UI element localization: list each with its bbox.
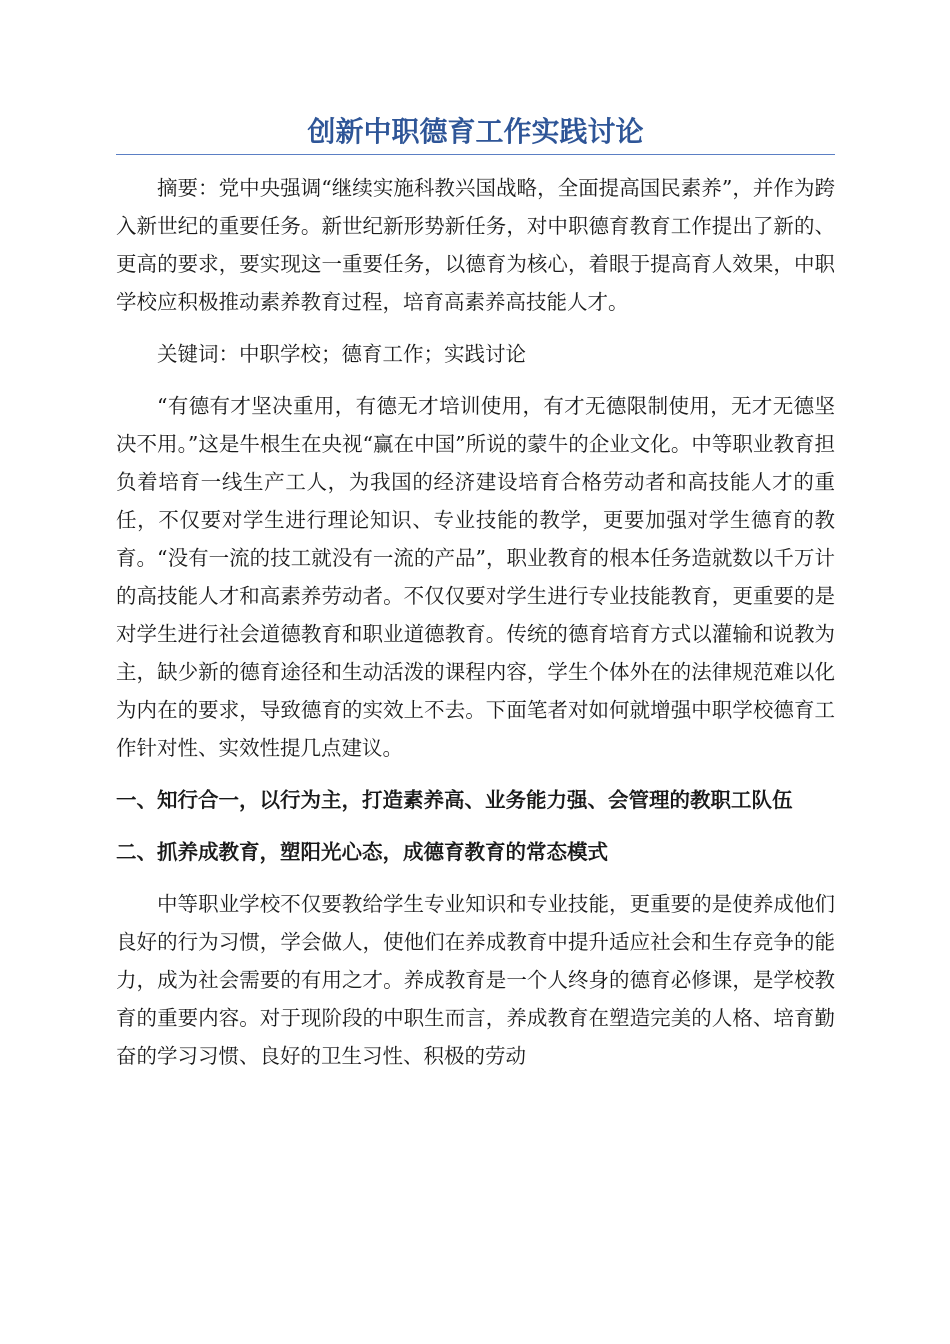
abstract-text: 党中央强调“继续实施科教兴国战略，全面提高国民素养”，并作为跨入新世纪的重要任务。新世纪新形势新任务，对中职德育教育工作提出了新的、更高的要求，要实现这一重要任务，以德育为核心，着眼于提高育人效果，中职学校应积极推动素养教育过程，培育高素养高技能人才。 [116, 176, 835, 314]
document-title: 创新中职德育工作实践讨论 [307, 115, 644, 148]
document-page [116, 110, 835, 1089]
keywords-label: 关键词： [157, 342, 239, 366]
keyword-item: 中职学校 [239, 342, 321, 366]
intro-paragraph: “有德有才坚决重用，有德无才培训使用，有才无德限制使用，无才无德坚决不用。”这是牛根生在央视“赢在中国”所说的蒙牛的企业文化。中等职业教育担负着培育一线生产工人，为我国的经济建设培育合格劳动者和高技能人才的重任，不仅要对学生进行理论知识、专业技能的教学，更要加强对学生德育的教育。“没有一流的技工就没有一流的产品”，职业教育的根本任务造就数以千万计的高技能人才和高素养劳动者。不仅仅要对学生进行专业技能教育，更重要的是对学生进行社会道德教育和职业道德教育。传统的德育培育方式以灌输和说教为主，缺少新的德育途径和生动活泼的课程内容，学生个体外在的法律规范难以化为内在的要求，导致德育的实效上不去。下面笔者对如何就增强中职学校德育工作针对性、实效性提几点建议。 [116, 394, 835, 760]
section2-paragraph: 中等职业学校不仅要教给学生专业知识和专业技能，更重要的是使养成他们良好的行为习惯，学会做人，使他们在养成教育中提升适应社会和生存竞争的能力，成为社会需要的有用之才。养成教育是一个人终身的德育必修课，是学校教育的重要内容。对于现阶段的中职生而言，养成教育在塑造完美的人格、培育勤奋的学习习惯、良好的卫生习性、积极的劳动 [116, 892, 835, 1068]
keyword-item: 德育工作 [341, 342, 424, 366]
title-underline [116, 154, 835, 155]
keyword-item: 实践讨论 [444, 342, 526, 366]
keywords-paragraph [116, 335, 835, 373]
abstract-paragraph [116, 169, 835, 321]
abstract-label: 摘要： [157, 176, 219, 200]
keyword-separator: ； [423, 342, 444, 366]
section1-heading: 一、知行合一，以行为主，打造素养高、业务能力强、会管理的教职工队伍 [116, 788, 793, 812]
section2-heading: 二、抓养成教育，塑阳光心态，成德育教育的常态模式 [116, 840, 608, 864]
keyword-separator: ； [321, 342, 342, 366]
